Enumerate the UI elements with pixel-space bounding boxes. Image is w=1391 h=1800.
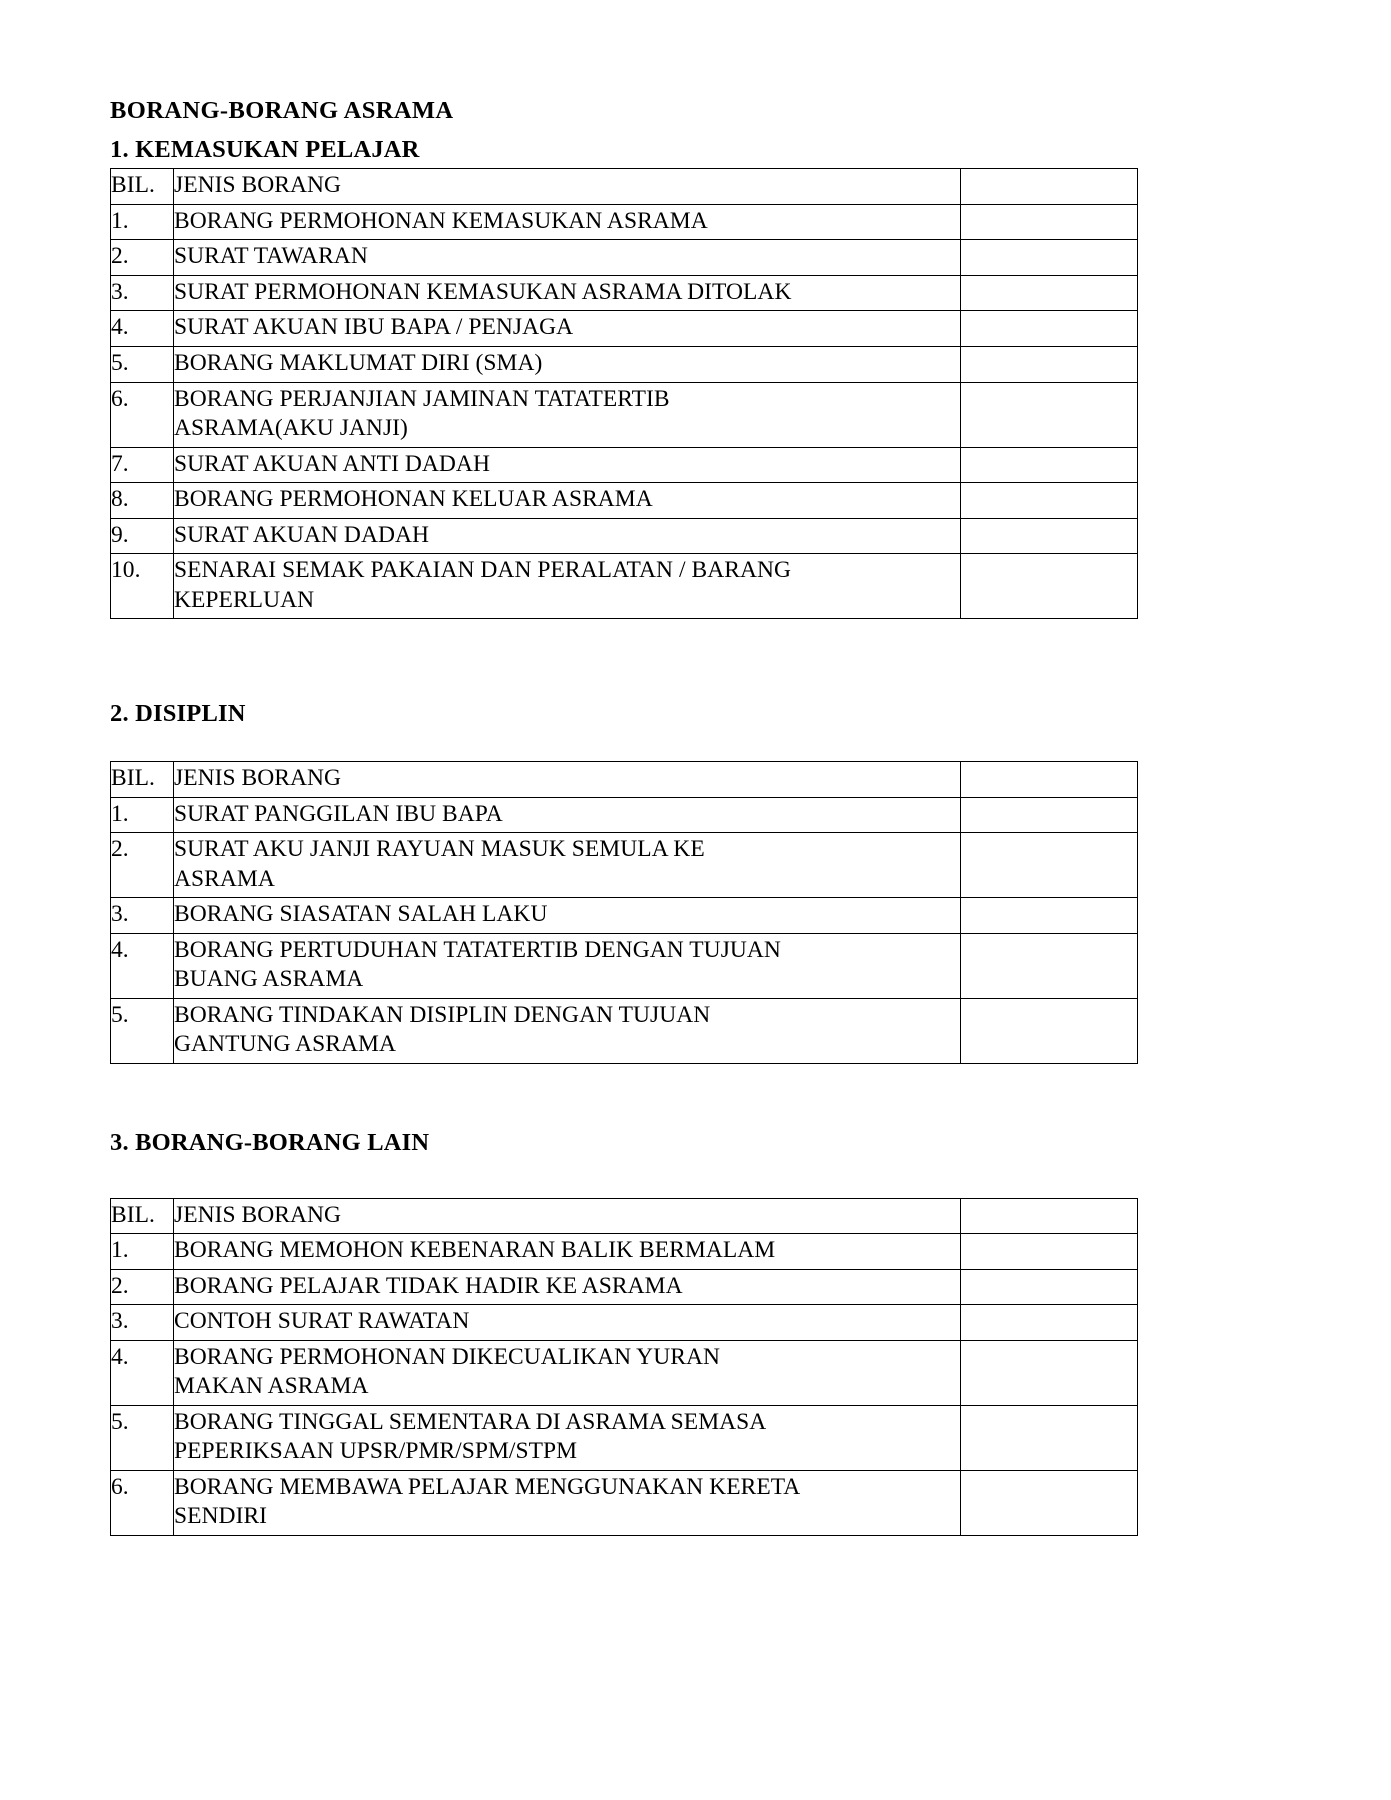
row-blank-cell bbox=[961, 382, 1138, 447]
row-text-line: SURAT AKU JANJI RAYUAN MASUK SEMULA KE bbox=[174, 836, 705, 863]
row-text-line: BORANG TINGGAL SEMENTARA DI ASRAMA SEMASA bbox=[174, 1408, 767, 1435]
table-row bbox=[111, 898, 1138, 934]
table-row bbox=[111, 998, 1138, 1063]
row-blank-cell bbox=[961, 447, 1138, 483]
row-form-name bbox=[174, 1269, 961, 1305]
row-text-line: SENDIRI bbox=[174, 1503, 268, 1530]
row-blank-cell bbox=[961, 998, 1138, 1063]
row-text-line: PEPERIKSAAN UPSR/PMR/SPM/STPM bbox=[174, 1438, 578, 1465]
table-body bbox=[111, 169, 1138, 619]
row-number: 10. bbox=[111, 554, 174, 619]
row-number: 4. bbox=[111, 933, 174, 998]
row-number: 8. bbox=[111, 483, 174, 519]
row-text-line: BORANG MEMBAWA PELAJAR MENGGUNAKAN KERETA bbox=[174, 1473, 801, 1500]
row-text-line: BORANG PERTUDUHAN TATATERTIB DENGAN TUJUAN bbox=[174, 936, 781, 963]
row-text-line: SENARAI SEMAK PAKAIAN DAN PERALATAN / BARANG bbox=[174, 557, 792, 584]
row-text-line: ASRAMA bbox=[174, 865, 275, 892]
table-row bbox=[111, 382, 1138, 447]
row-blank-cell bbox=[961, 1269, 1138, 1305]
row-text-line: ASRAMA(AKU JANJI) bbox=[174, 415, 408, 442]
row-form-name bbox=[174, 346, 961, 382]
row-form-name bbox=[174, 447, 961, 483]
row-text-line: SURAT PERMOHONAN KEMASUKAN ASRAMA DITOLAK bbox=[174, 278, 792, 305]
row-blank-cell bbox=[961, 554, 1138, 619]
row-form-name bbox=[174, 554, 961, 619]
table-body bbox=[111, 761, 1138, 1063]
section-kemasukan-pelajar bbox=[110, 135, 1281, 620]
forms-table-borang-borang-lain bbox=[110, 1198, 1138, 1536]
table-row bbox=[111, 554, 1138, 619]
forms-table-kemasukan-pelajar bbox=[110, 168, 1138, 619]
row-form-name bbox=[174, 204, 961, 240]
table-row bbox=[111, 1340, 1138, 1405]
row-form-name bbox=[174, 898, 961, 934]
section-borang-borang-lain bbox=[110, 1128, 1281, 1536]
row-text-line: BORANG PERJANJIAN JAMINAN TATATERTIB bbox=[174, 385, 670, 412]
row-form-name bbox=[174, 483, 961, 519]
section-disiplin bbox=[110, 699, 1281, 1064]
document-title: BORANG-BORANG ASRAMA bbox=[110, 97, 454, 124]
row-form-name bbox=[174, 1405, 961, 1470]
spacer bbox=[110, 619, 1281, 699]
row-form-name bbox=[174, 382, 961, 447]
column-header-bil: BIL. bbox=[111, 169, 174, 205]
spacer bbox=[110, 1162, 1281, 1198]
row-form-name bbox=[174, 275, 961, 311]
table-row bbox=[111, 518, 1138, 554]
table-header-row bbox=[111, 761, 1138, 797]
table-row bbox=[111, 797, 1138, 833]
row-number: 1. bbox=[111, 204, 174, 240]
row-number: 7. bbox=[111, 447, 174, 483]
row-form-name bbox=[174, 311, 961, 347]
row-text-line: BORANG MEMOHON KEBENARAN BALIK BERMALAM bbox=[174, 1237, 776, 1264]
row-text-line: KEPERLUAN bbox=[174, 586, 315, 613]
table-row bbox=[111, 275, 1138, 311]
row-form-name bbox=[174, 1340, 961, 1405]
spacer bbox=[110, 1064, 1281, 1128]
row-text-line: SURAT PANGGILAN IBU BAPA bbox=[174, 800, 503, 827]
row-text-line: BUANG ASRAMA bbox=[174, 966, 364, 993]
row-number: 5. bbox=[111, 1405, 174, 1470]
row-number: 3. bbox=[111, 898, 174, 934]
table-row bbox=[111, 1305, 1138, 1341]
row-blank-cell bbox=[961, 483, 1138, 519]
row-text-line: MAKAN ASRAMA bbox=[174, 1373, 369, 1400]
table-header-row bbox=[111, 1198, 1138, 1234]
column-header-bil: BIL. bbox=[111, 1198, 174, 1234]
table-row bbox=[111, 1269, 1138, 1305]
row-blank-cell bbox=[961, 240, 1138, 276]
row-form-name bbox=[174, 797, 961, 833]
row-blank-cell bbox=[961, 275, 1138, 311]
row-text-line: GANTUNG ASRAMA bbox=[174, 1031, 397, 1058]
row-form-name bbox=[174, 240, 961, 276]
row-form-name bbox=[174, 518, 961, 554]
row-blank-cell bbox=[961, 1340, 1138, 1405]
row-blank-cell bbox=[961, 518, 1138, 554]
table-row bbox=[111, 204, 1138, 240]
column-header-bil: BIL. bbox=[111, 761, 174, 797]
table-row bbox=[111, 1405, 1138, 1470]
row-text-line: SURAT AKUAN ANTI DADAH bbox=[174, 450, 490, 477]
row-number: 3. bbox=[111, 275, 174, 311]
row-blank-cell bbox=[961, 311, 1138, 347]
row-number: 4. bbox=[111, 1340, 174, 1405]
row-blank-cell bbox=[961, 346, 1138, 382]
spacer bbox=[110, 733, 1281, 761]
row-blank-cell bbox=[961, 1405, 1138, 1470]
row-text-line: BORANG MAKLUMAT DIRI (SMA) bbox=[174, 349, 543, 376]
row-form-name bbox=[174, 1305, 961, 1341]
row-blank-cell bbox=[961, 204, 1138, 240]
row-form-name bbox=[174, 933, 961, 998]
row-text-line: BORANG PERMOHONAN KELUAR ASRAMA bbox=[174, 486, 653, 513]
column-header-blank bbox=[961, 1198, 1138, 1234]
section-heading: 1. KEMASUKAN PELAJAR bbox=[110, 135, 420, 163]
row-number: 2. bbox=[111, 833, 174, 898]
table-row bbox=[111, 346, 1138, 382]
column-header-jenis-borang: JENIS BORANG bbox=[174, 1198, 961, 1234]
row-blank-cell bbox=[961, 797, 1138, 833]
table-row bbox=[111, 240, 1138, 276]
row-blank-cell bbox=[961, 1234, 1138, 1270]
column-header-jenis-borang: JENIS BORANG bbox=[174, 169, 961, 205]
section-heading: 2. DISIPLIN bbox=[110, 700, 246, 728]
row-number: 5. bbox=[111, 346, 174, 382]
row-number: 2. bbox=[111, 1269, 174, 1305]
table-header-row bbox=[111, 169, 1138, 205]
row-text-line: BORANG PERMOHONAN KEMASUKAN ASRAMA bbox=[174, 207, 708, 234]
column-header-blank bbox=[961, 761, 1138, 797]
table-row bbox=[111, 933, 1138, 998]
row-number: 1. bbox=[111, 1234, 174, 1270]
row-number: 9. bbox=[111, 518, 174, 554]
row-number: 4. bbox=[111, 311, 174, 347]
table-row bbox=[111, 833, 1138, 898]
row-form-name bbox=[174, 1234, 961, 1270]
column-header-blank bbox=[961, 169, 1138, 205]
section-heading: 3. BORANG-BORANG LAIN bbox=[110, 1128, 430, 1156]
row-form-name bbox=[174, 1470, 961, 1535]
table-row bbox=[111, 311, 1138, 347]
row-blank-cell bbox=[961, 898, 1138, 934]
row-number: 5. bbox=[111, 998, 174, 1063]
row-text-line: BORANG PELAJAR TIDAK HADIR KE ASRAMA bbox=[174, 1272, 683, 1299]
forms-table-disiplin bbox=[110, 761, 1138, 1064]
row-number: 1. bbox=[111, 797, 174, 833]
table-row bbox=[111, 1234, 1138, 1270]
row-number: 3. bbox=[111, 1305, 174, 1341]
row-number: 6. bbox=[111, 1470, 174, 1535]
row-number: 2. bbox=[111, 240, 174, 276]
row-blank-cell bbox=[961, 933, 1138, 998]
table-row bbox=[111, 483, 1138, 519]
table-row bbox=[111, 1470, 1138, 1535]
row-text-line: SURAT TAWARAN bbox=[174, 243, 368, 270]
row-form-name bbox=[174, 833, 961, 898]
row-blank-cell bbox=[961, 1470, 1138, 1535]
column-header-jenis-borang: JENIS BORANG bbox=[174, 761, 961, 797]
row-number: 6. bbox=[111, 382, 174, 447]
table-body bbox=[111, 1198, 1138, 1535]
row-blank-cell bbox=[961, 1305, 1138, 1341]
row-text-line: BORANG SIASATAN SALAH LAKU bbox=[174, 901, 548, 928]
row-text-line: BORANG TINDAKAN DISIPLIN DENGAN TUJUAN bbox=[174, 1001, 711, 1028]
row-form-name bbox=[174, 998, 961, 1063]
table-row bbox=[111, 447, 1138, 483]
row-blank-cell bbox=[961, 833, 1138, 898]
row-text-line: SURAT AKUAN DADAH bbox=[174, 521, 430, 548]
row-text-line: BORANG PERMOHONAN DIKECUALIKAN YURAN bbox=[174, 1343, 720, 1370]
row-text-line: SURAT AKUAN IBU BAPA / PENJAGA bbox=[174, 314, 574, 341]
row-text-line: CONTOH SURAT RAWATAN bbox=[174, 1308, 470, 1335]
